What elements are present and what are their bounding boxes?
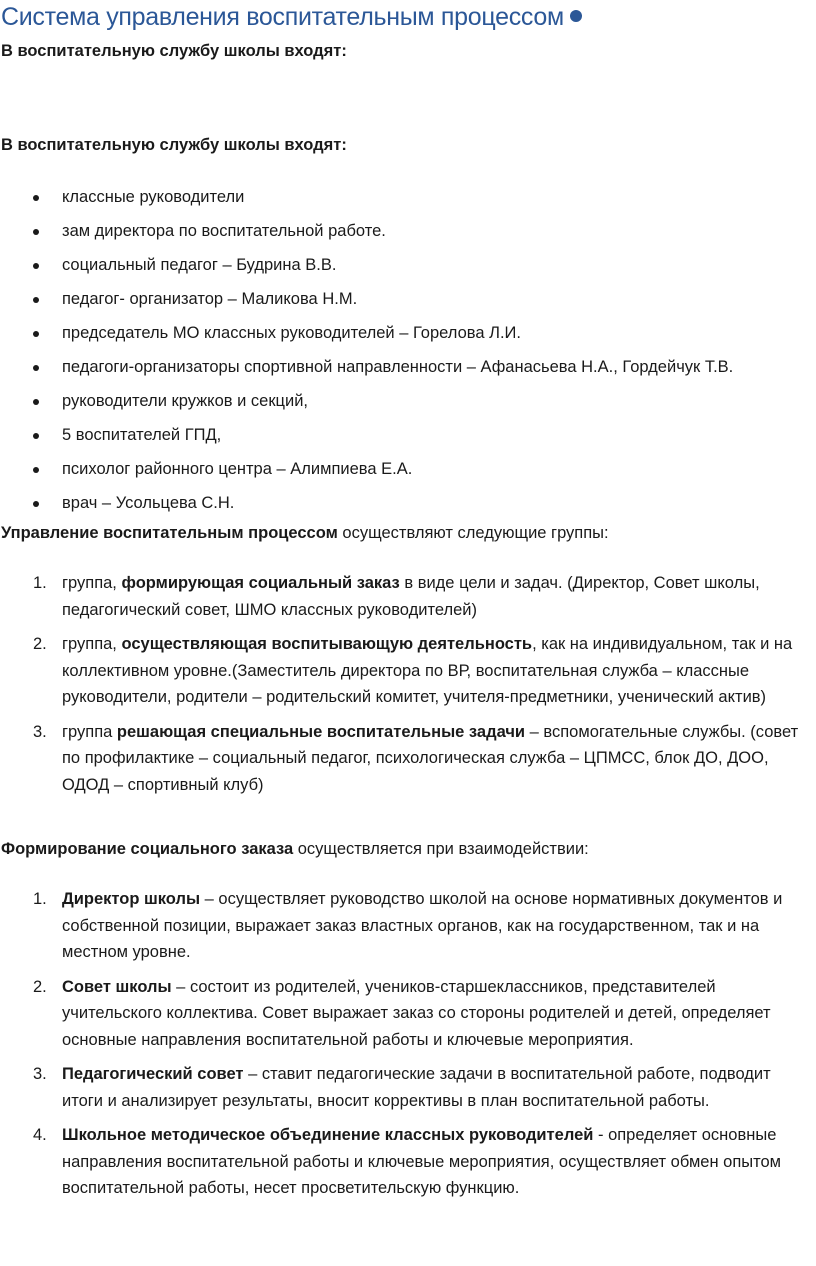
list-item: 4. Школьное методическое объединение классных руководителей - определяет основные направления воспитательной работы и ключевые мероприятия, осуществляет обмен опытом воспитательной работы, несет просветительскую функцию. bbox=[33, 1126, 782, 1197]
bullet-icon bbox=[33, 297, 39, 303]
bullet-icon bbox=[33, 467, 39, 473]
section-heading-1: В воспитательную службу школы входят: bbox=[1, 42, 347, 60]
list-item: социальный педагог – Будрина В.В. bbox=[0, 248, 816, 282]
list-item: педагог- организатор – Маликова Н.М. bbox=[0, 282, 816, 316]
bullet-icon bbox=[33, 331, 39, 337]
bullet-icon bbox=[33, 399, 39, 405]
list-item: 3. Педагогический совет – ставит педагогические задачи в воспитательной работе, подводит итоги и анализирует результаты, вносит коррективы в план воспитательной работы. bbox=[33, 1065, 771, 1110]
bullet-icon bbox=[33, 433, 39, 439]
list-item: 5 воспитателей ГПД, bbox=[0, 418, 816, 452]
section-heading-2: В воспитательную службу школы входят: bbox=[1, 136, 347, 154]
bullet-icon bbox=[33, 365, 39, 371]
bullet-dot-icon bbox=[570, 10, 582, 22]
bullet-icon bbox=[33, 501, 39, 507]
bullet-icon bbox=[33, 229, 39, 235]
list-item: зам директора по воспитательной работе. bbox=[0, 214, 816, 248]
management-paragraph: Управление воспитательным процессом осуществляют следующие группы: bbox=[1, 524, 609, 542]
page-title-row bbox=[1, 2, 815, 34]
list-item: 1. Директор школы – осуществляет руководство школой на основе нормативных документов и собственной позиции, выражает заказ властных органов, как на государственном, так и на местном уровне. bbox=[33, 890, 783, 961]
list-item: врач – Усольцева С.Н. bbox=[0, 486, 816, 520]
members-list bbox=[0, 180, 816, 520]
list-item: председатель МО классных руководителей – Горелова Л.И. bbox=[0, 316, 816, 350]
bullet-icon bbox=[33, 263, 39, 269]
formation-paragraph: Формирование социального заказа осуществляется при взаимодействии: bbox=[1, 840, 589, 858]
list-item: классные руководители bbox=[0, 180, 816, 214]
list-item: психолог районного центра – Алимпиева Е.А. bbox=[0, 452, 816, 486]
list-item: 2. Совет школы – состоит из родителей, учеников-старшеклассников, представителей учительского коллектива. Совет выражает заказ со стороны родителей и детей, определяет основные направления воспитательной работы и ключевые мероприятия. bbox=[33, 977, 771, 1049]
list-item: 3. группа решающая специальные воспитательные задачи – вспомогательные службы. (совет по профилактике – социальный педагог, психологическая служба – ЦПМСС, блок ДО, ДОО, ОДОД – спортивный клуб) bbox=[33, 722, 799, 794]
list-item: 2. группа, осуществляющая воспитывающую деятельность, как на индивидуальном, так и на коллективном уровне.(Заместитель директора по ВР, воспитательная служба – классные руководители, родители – родительский комитет, учителя-предметники, ученический актив) bbox=[33, 635, 793, 706]
page-title: Система управления воспитательным процессом bbox=[1, 3, 564, 31]
list-item: руководители кружков и секций, bbox=[0, 384, 816, 418]
participants-list bbox=[0, 886, 816, 1210]
list-item: 1. группа, формирующая социальный заказ в виде цели и задач. (Директор, Совет школы, педагогический совет, ШМО классных руководителей) bbox=[33, 574, 760, 619]
groups-list bbox=[0, 570, 816, 806]
bullet-icon bbox=[33, 195, 39, 201]
list-item: педагоги-организаторы спортивной направленности – Афанасьева Н.А., Гордейчук Т.В. bbox=[0, 350, 816, 384]
